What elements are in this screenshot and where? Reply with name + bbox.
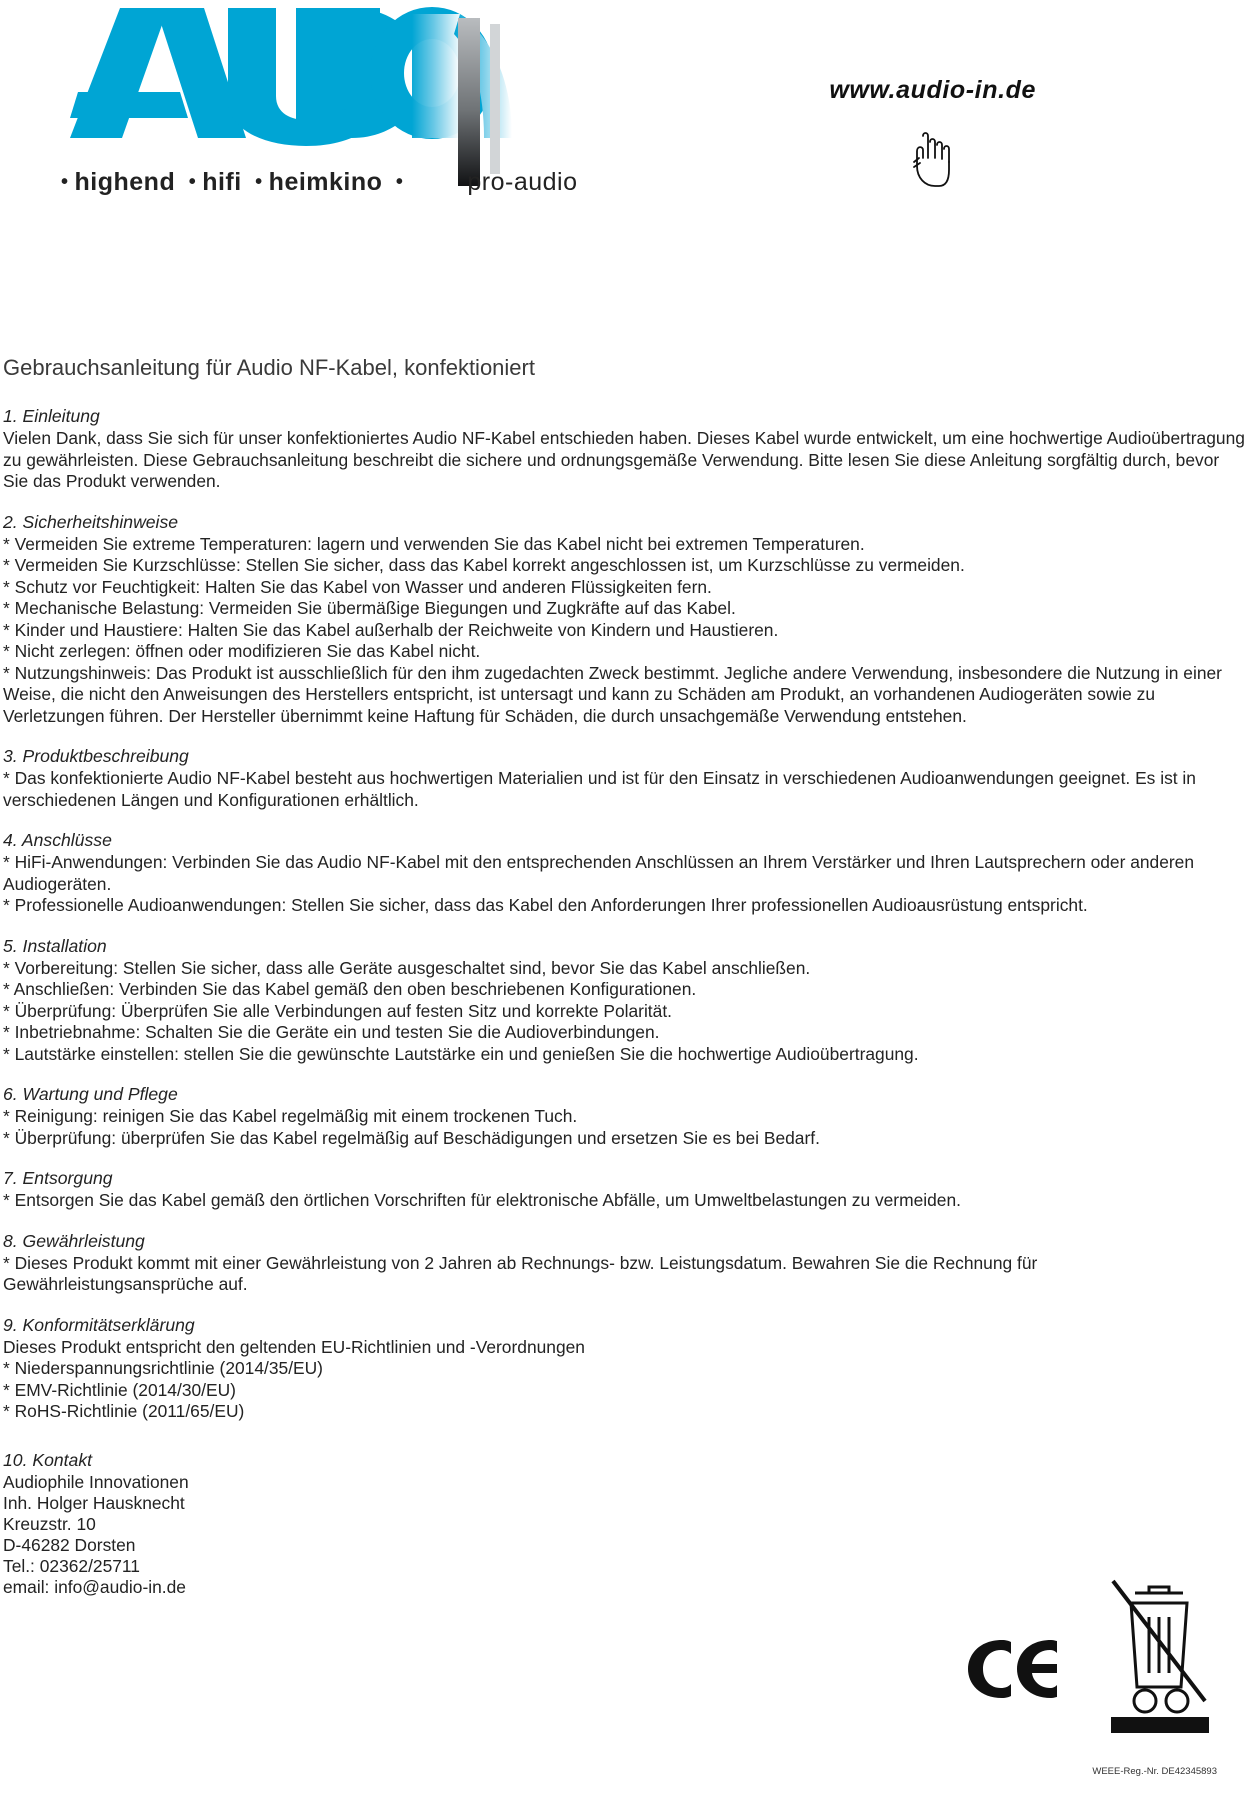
bullet-icon: • xyxy=(395,171,404,193)
section-line: * Vermeiden Sie extreme Temperaturen: lagern und verwenden Sie das Kabel nicht bei extremen Temperaturen. xyxy=(3,533,865,554)
tagline-item-0: highend xyxy=(74,168,176,196)
section-line: * Kinder und Haustiere: Halten Sie das Kabel außerhalb der Reichweite von Kindern und Haustieren. xyxy=(3,619,779,640)
section-line: * Schutz vor Feuchtigkeit: Halten Sie das Kabel von Wasser und anderen Flüssigkeiten fern. xyxy=(3,576,712,597)
contact-company: Audiophile Innovationen xyxy=(3,1471,189,1492)
website-url[interactable]: www.audio-in.de xyxy=(829,76,1036,104)
tagline-pro-audio: pro-audio xyxy=(467,168,578,196)
section-line: * Reinigung: reinigen Sie das Kabel regelmäßig mit einem trockenen Tuch. xyxy=(3,1106,578,1126)
bullet-icon: • xyxy=(188,171,197,193)
pointing-hand-icon xyxy=(903,128,959,190)
section-line: * Überprüfung: Überprüfen Sie alle Verbindungen auf festen Sitz und korrekte Polarität. xyxy=(3,1000,672,1021)
contact-street: Kreuzstr. 10 xyxy=(3,1513,96,1534)
section-line: * Anschließen: Verbinden Sie das Kabel gemäß den oben beschriebenen Konfigurationen. xyxy=(3,979,697,999)
section-sicherheitshinweise xyxy=(3,511,1246,728)
section-line: * EMV-Richtlinie (2014/30/EU) xyxy=(3,1379,236,1400)
section-konformitaetserklaerung xyxy=(3,1314,1246,1423)
section-paragraph: * Nutzungshinweis: Das Produkt ist ausschließlich für den ihm zugedachten Zweck bestimmt. Jegliche andere Verwendung, insbesondere die Nutzung in einer Weise, die nicht den Anweisungen des Herstellers entspricht, ist untersagt und kann zu Schäden am Produkt, an vorhandenen Audiogeräten sowie zu Verletzungen führen. Der Hersteller übernimmt keine Haftung für Schäden, die durch unsachgemäße Verwendung entstehen. xyxy=(3,662,1222,726)
section-einleitung xyxy=(3,405,1246,493)
section-paragraph: * Dieses Produkt kommt mit einer Gewährleistung von 2 Jahren ab Rechnungs- bzw. Leistungsdatum. Bewahren Sie die Rechnung für Gewährleistungsansprüche auf. xyxy=(3,1252,1038,1294)
section-anschluesse xyxy=(3,829,1246,917)
weee-crossed-out-bin-icon xyxy=(1105,1575,1215,1735)
tagline-item-2: heimkino xyxy=(268,168,383,196)
section-heading: 10. Kontakt xyxy=(3,1449,93,1470)
section-heading: 3. Produktbeschreibung xyxy=(3,746,189,766)
section-gewaehrleistung xyxy=(3,1230,1246,1296)
section-line: * Inbetriebnahme: Schalten Sie die Geräte ein und testen Sie die Audioverbindungen. xyxy=(3,1022,660,1042)
section-line: * Nicht zerlegen: öffnen oder modifizieren Sie das Kabel nicht. xyxy=(3,641,481,661)
section-line: * Mechanische Belastung: Vermeiden Sie übermäßige Biegungen und Zugkräfte auf das Kabel. xyxy=(3,598,736,618)
bullet-icon: • xyxy=(255,171,263,193)
manual-content xyxy=(3,405,1246,1598)
section-heading: 1. Einleitung xyxy=(3,406,100,426)
section-line: * Niederspannungsrichtlinie (2014/35/EU) xyxy=(3,1358,323,1378)
section-kontakt xyxy=(3,1449,1246,1598)
section-heading: 6. Wartung und Pflege xyxy=(3,1084,178,1104)
contact-email[interactable]: email: info@audio-in.de xyxy=(3,1576,186,1597)
section-paragraph: * Das konfektionierte Audio NF-Kabel besteht aus hochwertigen Materialien und ist für den Einsatz in verschiedenen Audioanwendungen geeignet. Es ist in verschiedenen Längen und Konfigurationen erhältlich. xyxy=(3,768,1196,810)
tagline-item-1: hifi xyxy=(202,168,242,196)
section-line: Dieses Produkt entspricht den geltenden EU-Richtlinien und -Verordnungen xyxy=(3,1336,585,1357)
section-wartung-und-pflege xyxy=(3,1083,1246,1149)
contact-owner: Inh. Holger Hausknecht xyxy=(3,1492,185,1513)
contact-phone: Tel.: 02362/25711 xyxy=(3,1555,140,1576)
section-heading: 5. Installation xyxy=(3,935,107,956)
weee-registration-number: WEEE-Reg.-Nr. DE42345893 xyxy=(1092,1766,1217,1777)
section-produktbeschreibung xyxy=(3,745,1246,811)
section-line: * Überprüfung: überprüfen Sie das Kabel regelmäßig auf Beschädigungen und ersetzen Sie es bei Bedarf. xyxy=(3,1127,820,1148)
section-heading: 2. Sicherheitshinweise xyxy=(3,511,179,532)
ce-mark-icon xyxy=(962,1636,1057,1702)
section-paragraph: * HiFi-Anwendungen: Verbinden Sie das Audio NF-Kabel mit den entsprechenden Anschlüssen an Ihrem Verstärker und Ihren Lautsprechern oder anderen Audiogeräten. xyxy=(3,852,1195,894)
section-line: * RoHS-Richtlinie (2011/65/EU) xyxy=(3,1401,245,1421)
section-line: * Vermeiden Sie Kurzschlüsse: Stellen Sie sicher, dass das Kabel korrekt angeschlossen ist, um Kurzschlüsse zu vermeiden. xyxy=(3,555,965,575)
section-paragraph: * Professionelle Audioanwendungen: Stellen Sie sicher, dass das Kabel den Anforderungen Ihrer professionellen Audioausrüstung entspricht. xyxy=(3,895,1088,915)
section-heading: 7. Entsorgung xyxy=(3,1168,113,1188)
bullet-icon: • xyxy=(61,171,69,193)
contact-city: D-46282 Dorsten xyxy=(3,1534,136,1555)
section-installation xyxy=(3,935,1246,1066)
section-line: * Lautstärke einstellen: stellen Sie die gewünschte Lautstärke ein und genießen Sie die hochwertige Audioübertragung. xyxy=(3,1043,919,1064)
section-heading: 8. Gewährleistung xyxy=(3,1230,145,1251)
section-line: * Vorbereitung: Stellen Sie sicher, dass alle Geräte ausgeschaltet sind, bevor Sie das Kabel anschließen. xyxy=(3,957,811,978)
section-paragraph: Vielen Dank, dass Sie sich für unser konfektioniertes Audio NF-Kabel entschieden haben. Dieses Kabel wurde entwickelt, um eine hochwertige Audioübertragung zu gewährleisten. Diese Gebrauchsanleitung beschreibt die sichere und ordnungsgemäße Verwendung. Bitte lesen Sie diese Anleitung sorgfältig durch, bevor Sie das Produkt verwenden. xyxy=(3,428,1245,491)
tagline xyxy=(55,168,578,197)
section-heading: 9. Konformitätserklärung xyxy=(3,1314,195,1335)
section-heading: 4. Anschlüsse xyxy=(3,830,112,850)
section-entsorgung xyxy=(3,1167,1246,1212)
page-title: Gebrauchsanleitung für Audio NF-Kabel, konfektioniert xyxy=(3,355,535,380)
page-header xyxy=(0,0,1249,230)
section-line: * Entsorgen Sie das Kabel gemäß den örtlichen Vorschriften für elektronische Abfälle, um Umweltbelastungen zu vermeiden. xyxy=(3,1190,961,1210)
